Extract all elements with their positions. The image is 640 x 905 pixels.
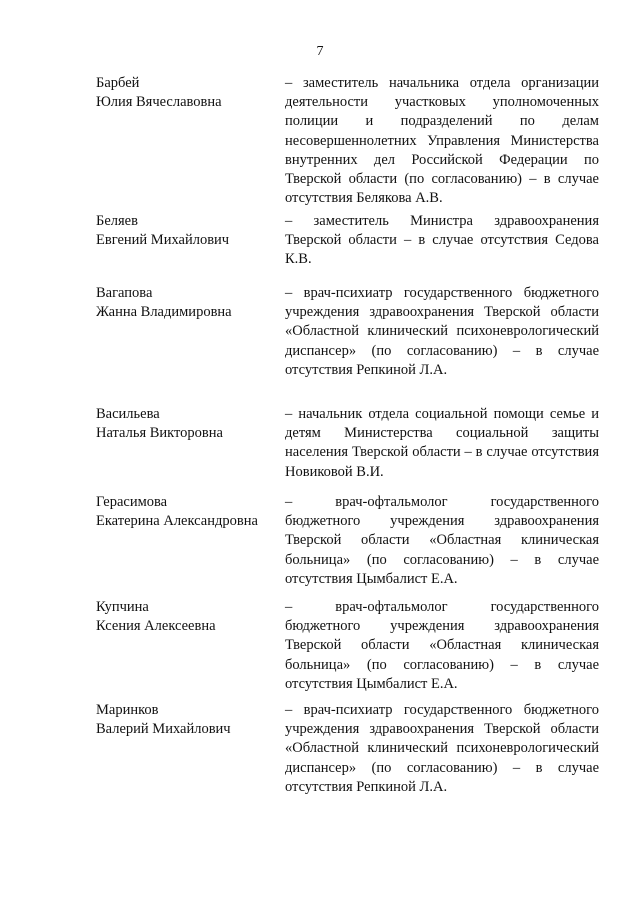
person-name — [96, 598, 276, 636]
person-position: – врач-офтальмолог государственного бюджетного учреждения здравоохранения Тверской области «Областная клиническая больница» (по согласованию) – в случае отсутствия Цымбалист Е.А. — [285, 494, 599, 587]
person-given-names: Екатерина Александровна — [96, 513, 258, 529]
person-given-names: Евгений Михайлович — [96, 232, 230, 248]
page-number: 7 — [316, 44, 324, 59]
person-position: – заместитель Министра здравоохранения Тверской области – в случае отсутствия Седова К.В. — [285, 213, 599, 268]
person-name — [96, 405, 276, 443]
person-surname: Маринков — [96, 702, 159, 718]
person-given-names: Наталья Викторовна — [96, 425, 223, 441]
person-name — [96, 74, 276, 112]
person-given-names: Валерий Михайлович — [96, 721, 231, 737]
person-position: – заместитель начальника отдела организации деятельности участковых уполномоченных полиции и подразделений по делам несовершеннолетних Управления Министерства внутренних дел Российской Федерации по Тверской области (по согласованию) – в случае отсутствия Белякова А.В. — [285, 75, 599, 207]
person-name — [96, 701, 276, 739]
person-given-names: Ксения Алексеевна — [96, 618, 216, 634]
person-position: – врач-психиатр государственного бюджетного учреждения здравоохранения Тверской области «Областной клинический психоневрологический диспансер» (по согласованию) – в случае отсутствия Репкиной Л.А. — [285, 702, 599, 795]
person-position: – врач-офтальмолог государственного бюджетного учреждения здравоохранения Тверской области «Областная клиническая больница» (по согласованию) – в случае отсутствия Цымбалист Е.А. — [285, 599, 599, 692]
person-position: – врач-психиатр государственного бюджетного учреждения здравоохранения Тверской области «Областной клинический психоневрологический диспансер» (по согласованию) – в случае отсутствия Репкиной Л.А. — [285, 285, 599, 378]
person-surname: Беляев — [96, 213, 138, 229]
person-given-names: Юлия Вячеславовна — [96, 94, 222, 110]
person-surname: Купчина — [96, 599, 149, 615]
person-position: – начальник отдела социальной помощи семье и детям Министерства социальной защиты населения Тверской области – в случае отсутствия Новиковой В.И. — [285, 406, 599, 480]
person-surname: Герасимова — [96, 494, 168, 510]
person-name — [96, 493, 276, 531]
person-surname: Васильева — [96, 406, 160, 422]
person-surname: Вагапова — [96, 285, 153, 301]
person-name — [96, 284, 276, 322]
person-given-names: Жанна Владимировна — [96, 304, 232, 320]
person-name — [96, 212, 276, 250]
person-surname: Барбей — [96, 75, 140, 91]
